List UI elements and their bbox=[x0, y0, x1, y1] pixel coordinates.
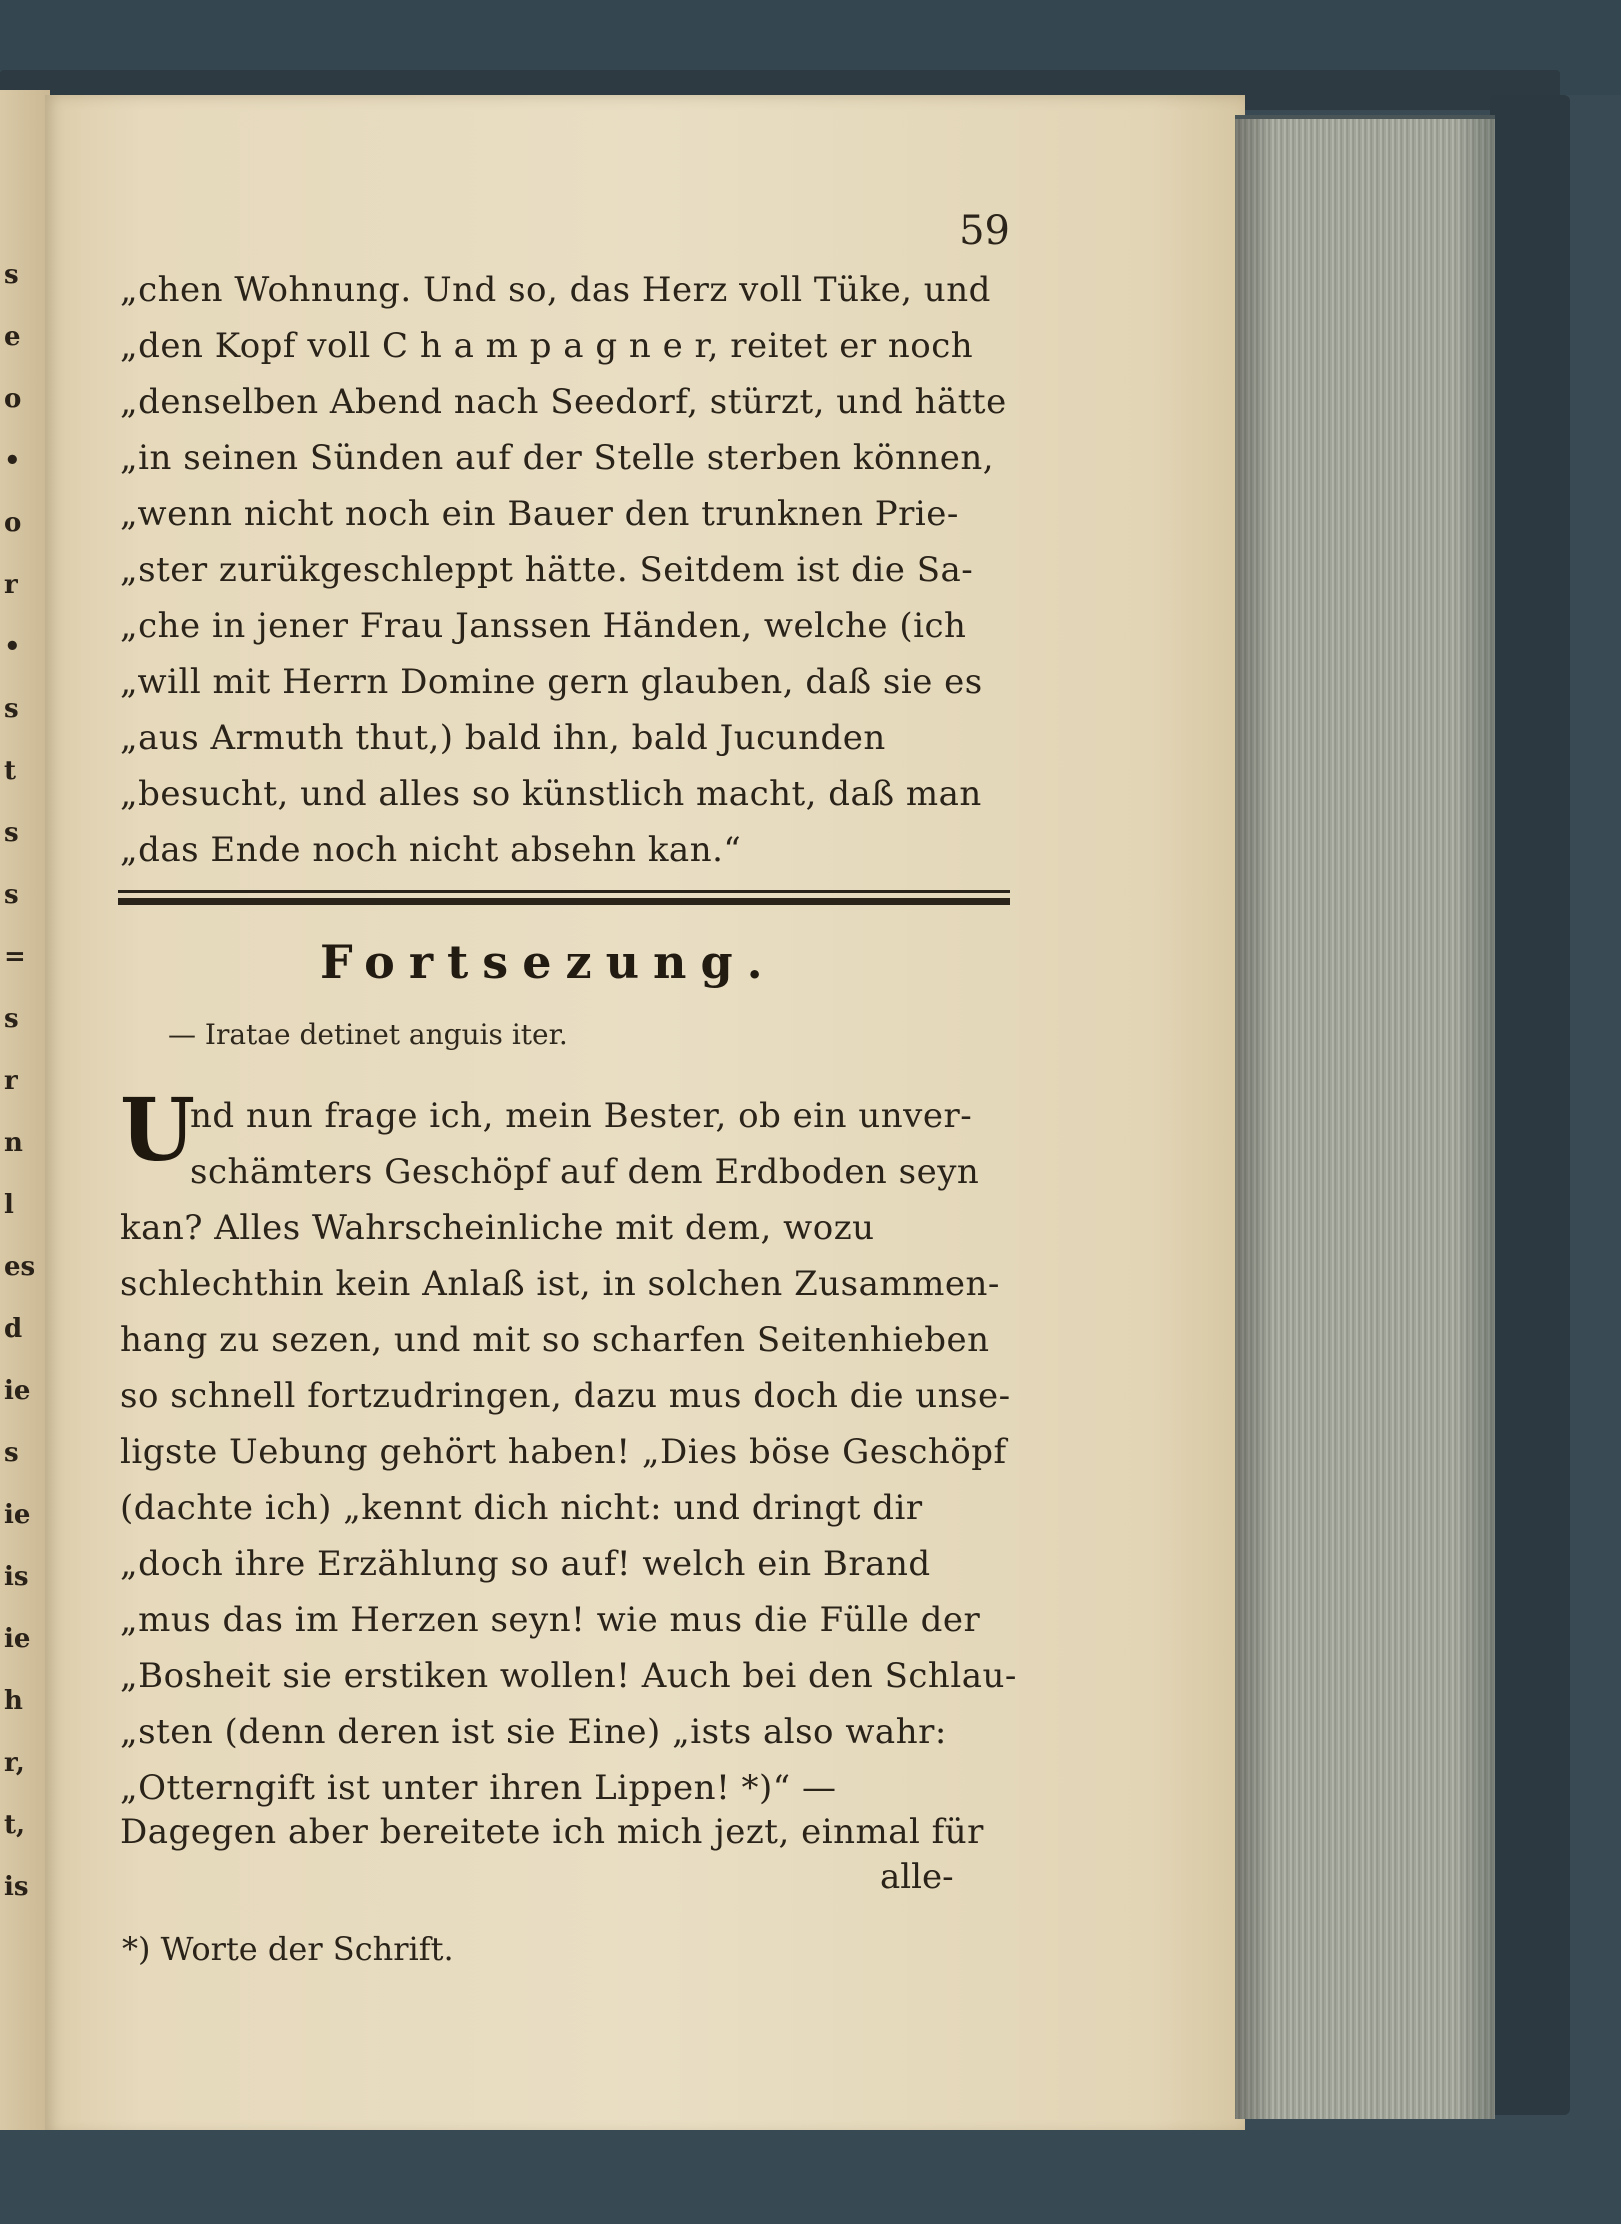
text-line: schlechthin kein Anlaß ist, in solchen Zusammen- bbox=[120, 1264, 1000, 1304]
left-page-fragment: es bbox=[4, 1252, 36, 1282]
text-line: schämters Geschöpf auf dem Erdboden seyn bbox=[190, 1152, 980, 1192]
page-block-edges bbox=[1235, 115, 1495, 2119]
left-page-fragment: • bbox=[4, 632, 21, 662]
left-page-fragment: • bbox=[4, 446, 21, 476]
left-page-edge bbox=[0, 90, 50, 2130]
text-line: „aus Armuth thut,) bald ihn, bald Jucunden bbox=[120, 718, 886, 758]
text-line: „doch ihre Erzählung so auf! welch ein Brand bbox=[120, 1544, 931, 1584]
text-line: hang zu sezen, und mit so scharfen Seitenhieben bbox=[120, 1320, 990, 1360]
section-rule-thick bbox=[118, 898, 1010, 905]
section-heading: Fortsezung. bbox=[320, 935, 777, 989]
left-page-fragment: t bbox=[4, 756, 17, 786]
left-page-fragment: h bbox=[4, 1686, 23, 1716]
text-line: nd nun frage ich, mein Bester, ob ein unver- bbox=[190, 1096, 973, 1136]
text-line: so schnell fortzudringen, dazu mus doch die unse- bbox=[120, 1376, 1011, 1416]
text-line: kan? Alles Wahrscheinliche mit dem, wozu bbox=[120, 1208, 875, 1248]
left-page-fragment: o bbox=[4, 384, 22, 414]
text-line: „wenn nicht noch ein Bauer den trunknen Prie- bbox=[120, 494, 959, 534]
left-page-fragment: e bbox=[4, 322, 21, 352]
left-page-fragment: o bbox=[4, 508, 22, 538]
left-page-fragment: ie bbox=[4, 1624, 31, 1654]
left-page-fragment: = bbox=[4, 942, 26, 972]
text-line: „den Kopf voll C h a m p a g n e r, reitet er noch bbox=[120, 326, 974, 366]
text-line: „Otterngift ist unter ihren Lippen! *)“ — bbox=[120, 1768, 837, 1808]
text-line: „che in jener Frau Janssen Händen, welche (ich bbox=[120, 606, 967, 646]
left-page-fragment: n bbox=[4, 1128, 23, 1158]
text-line: „ster zurükgeschleppt hätte. Seitdem ist die Sa- bbox=[120, 550, 974, 590]
left-page-fragment: s bbox=[4, 1004, 19, 1034]
drop-cap: U bbox=[120, 1080, 195, 1181]
left-page-fragment: r bbox=[4, 1066, 18, 1096]
left-page-fragment: l bbox=[4, 1190, 14, 1220]
text-line: „mus das im Herzen seyn! wie mus die Fülle der bbox=[120, 1600, 981, 1640]
section-rule-thin bbox=[118, 890, 1010, 893]
left-page-fragment: ie bbox=[4, 1376, 31, 1406]
left-page-fragment: s bbox=[4, 818, 19, 848]
text-line: Dagegen aber bereitete ich mich jezt, einmal für bbox=[120, 1812, 984, 1852]
left-page-fragment: s bbox=[4, 1438, 19, 1468]
left-page-fragment: is bbox=[4, 1562, 29, 1592]
text-line: „Bosheit sie erstiken wollen! Auch bei den Schlau- bbox=[120, 1656, 1017, 1696]
left-page-fragment: s bbox=[4, 260, 19, 290]
left-page-fragment: t, bbox=[4, 1810, 26, 1840]
section-motto: — Iratae detinet anguis iter. bbox=[168, 1018, 568, 1051]
left-page-fragment: s bbox=[4, 880, 19, 910]
catchword: alle- bbox=[880, 1857, 954, 1897]
text-line: „will mit Herrn Domine gern glauben, daß sie es bbox=[120, 662, 983, 702]
text-line: ligste Uebung gehört haben! „Dies böse Geschöpf bbox=[120, 1432, 1007, 1472]
left-page-fragment: d bbox=[4, 1314, 23, 1344]
left-page-fragment: r, bbox=[4, 1748, 25, 1778]
background-bottom bbox=[0, 2130, 1621, 2224]
page-number: 59 bbox=[959, 208, 1010, 254]
book-cover-right-edge bbox=[1490, 95, 1570, 2115]
text-line: „sten (denn deren ist sie Eine) „ists also wahr: bbox=[120, 1712, 947, 1752]
text-line: „in seinen Sünden auf der Stelle sterben können, bbox=[120, 438, 995, 478]
left-page-fragment: s bbox=[4, 694, 19, 724]
left-page-fragment: r bbox=[4, 570, 18, 600]
text-line: „chen Wohnung. Und so, das Herz voll Tüke, und bbox=[120, 270, 991, 310]
text-line: „das Ende noch nicht absehn kan.“ bbox=[120, 830, 742, 870]
footnote: *) Worte der Schrift. bbox=[122, 1930, 454, 1968]
left-page-fragment: ie bbox=[4, 1500, 31, 1530]
left-page-fragment: is bbox=[4, 1872, 29, 1902]
text-line: (dachte ich) „kennt dich nicht: und dringt dir bbox=[120, 1488, 923, 1528]
text-line: „besucht, und alles so künstlich macht, daß man bbox=[120, 774, 982, 814]
text-line: „denselben Abend nach Seedorf, stürzt, und hätte bbox=[120, 382, 1007, 422]
